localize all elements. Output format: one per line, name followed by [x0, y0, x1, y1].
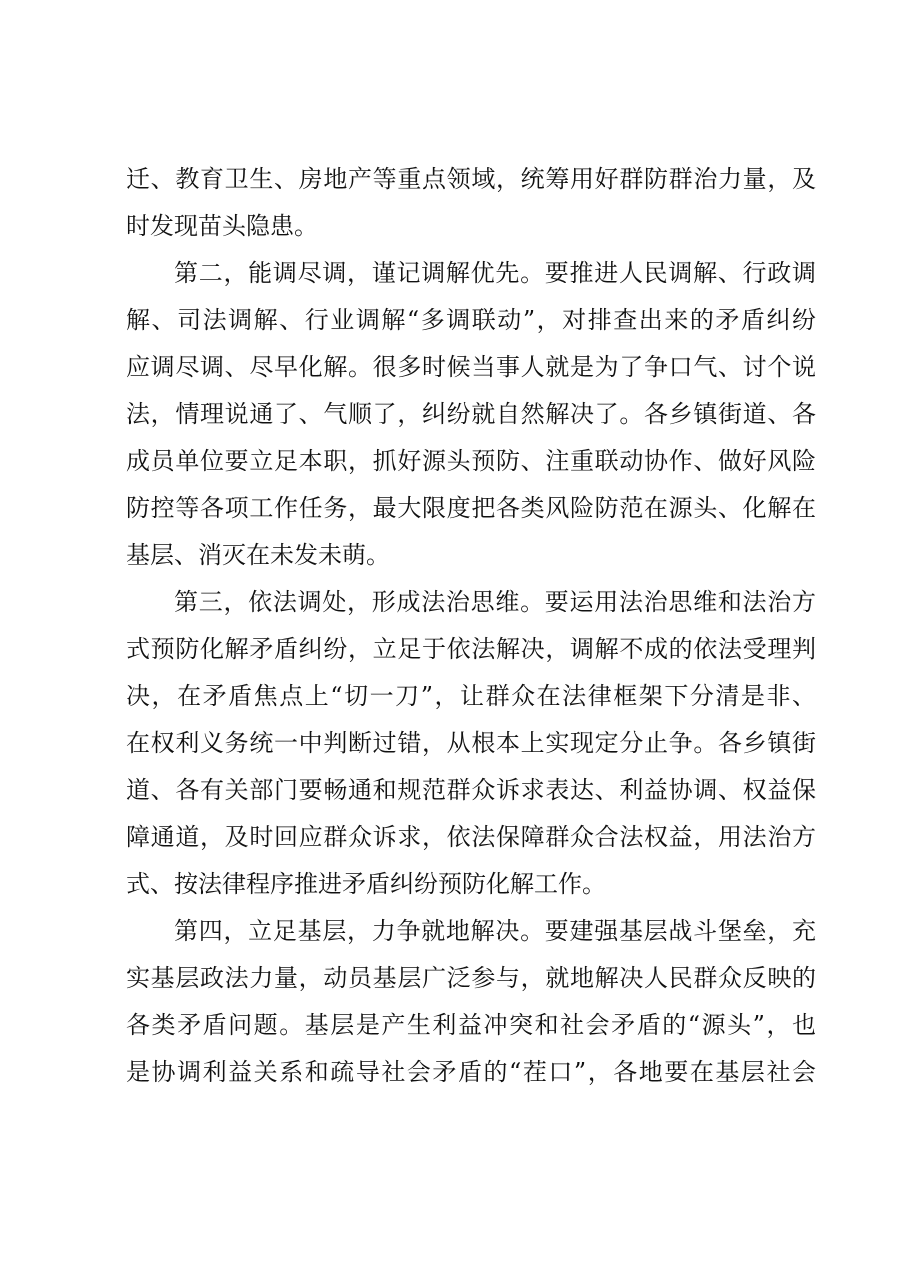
- text-line: 式预防化解矛盾纠纷，立足于依法解决，调解不成的依法受理判: [126, 635, 816, 663]
- text-line: 道、各有关部门要畅通和规范群众诉求表达、利益协调、权益保: [126, 776, 816, 804]
- text-line: 式、按法律程序推进矛盾纠纷预防化解工作。: [126, 870, 606, 898]
- text-line: 在权利义务统一中判断过错，从根本上实现定分止争。各乡镇街: [126, 729, 816, 757]
- paragraph-continuation: [126, 156, 816, 250]
- text-line: 基层、消灭在未发未萌。: [126, 541, 390, 569]
- text-line: 应调尽调、尽早化解。很多时候当事人就是为了争口气、讨个说: [126, 353, 816, 381]
- paragraph-second: [126, 250, 816, 579]
- body-text: [126, 156, 816, 1096]
- paragraph-third: [126, 579, 816, 908]
- text-line: 实基层政法力量，动员基层广泛参与，就地解决人民群众反映的: [126, 964, 816, 992]
- text-line: 第四，立足基层，力争就地解决。要建强基层战斗堡垒，充: [174, 917, 816, 945]
- text-line: 各类矛盾问题。基层是产生利益冲突和社会矛盾的“源头”，也: [126, 1011, 816, 1039]
- text-line: 迁、教育卫生、房地产等重点领域，统筹用好群防群治力量，及: [126, 165, 816, 193]
- text-line: 时发现苗头隐患。: [126, 212, 318, 240]
- text-line: 是协调利益关系和疏导社会矛盾的“茬口”，各地要在基层社会: [126, 1058, 816, 1086]
- text-line: 成员单位要立足本职，抓好源头预防、注重联动协作、做好风险: [126, 447, 816, 475]
- text-line: 解、司法调解、行业调解“多调联动”，对排查出来的矛盾纠纷: [126, 306, 816, 334]
- text-line: 法，情理说通了、气顺了，纠纷就自然解决了。各乡镇街道、各: [126, 400, 816, 428]
- text-line: 防控等各项工作任务，最大限度把各类风险防范在源头、化解在: [126, 494, 816, 522]
- text-line: 障通道，及时回应群众诉求，依法保障群众合法权益，用法治方: [126, 823, 816, 851]
- text-line: 决，在矛盾焦点上“切一刀”，让群众在法律框架下分清是非、: [126, 682, 816, 710]
- text-line: 第三，依法调处，形成法治思维。要运用法治思维和法治方: [174, 588, 816, 616]
- paragraph-fourth: [126, 908, 816, 1096]
- text-line: 第二，能调尽调，谨记调解优先。要推进人民调解、行政调: [174, 259, 816, 287]
